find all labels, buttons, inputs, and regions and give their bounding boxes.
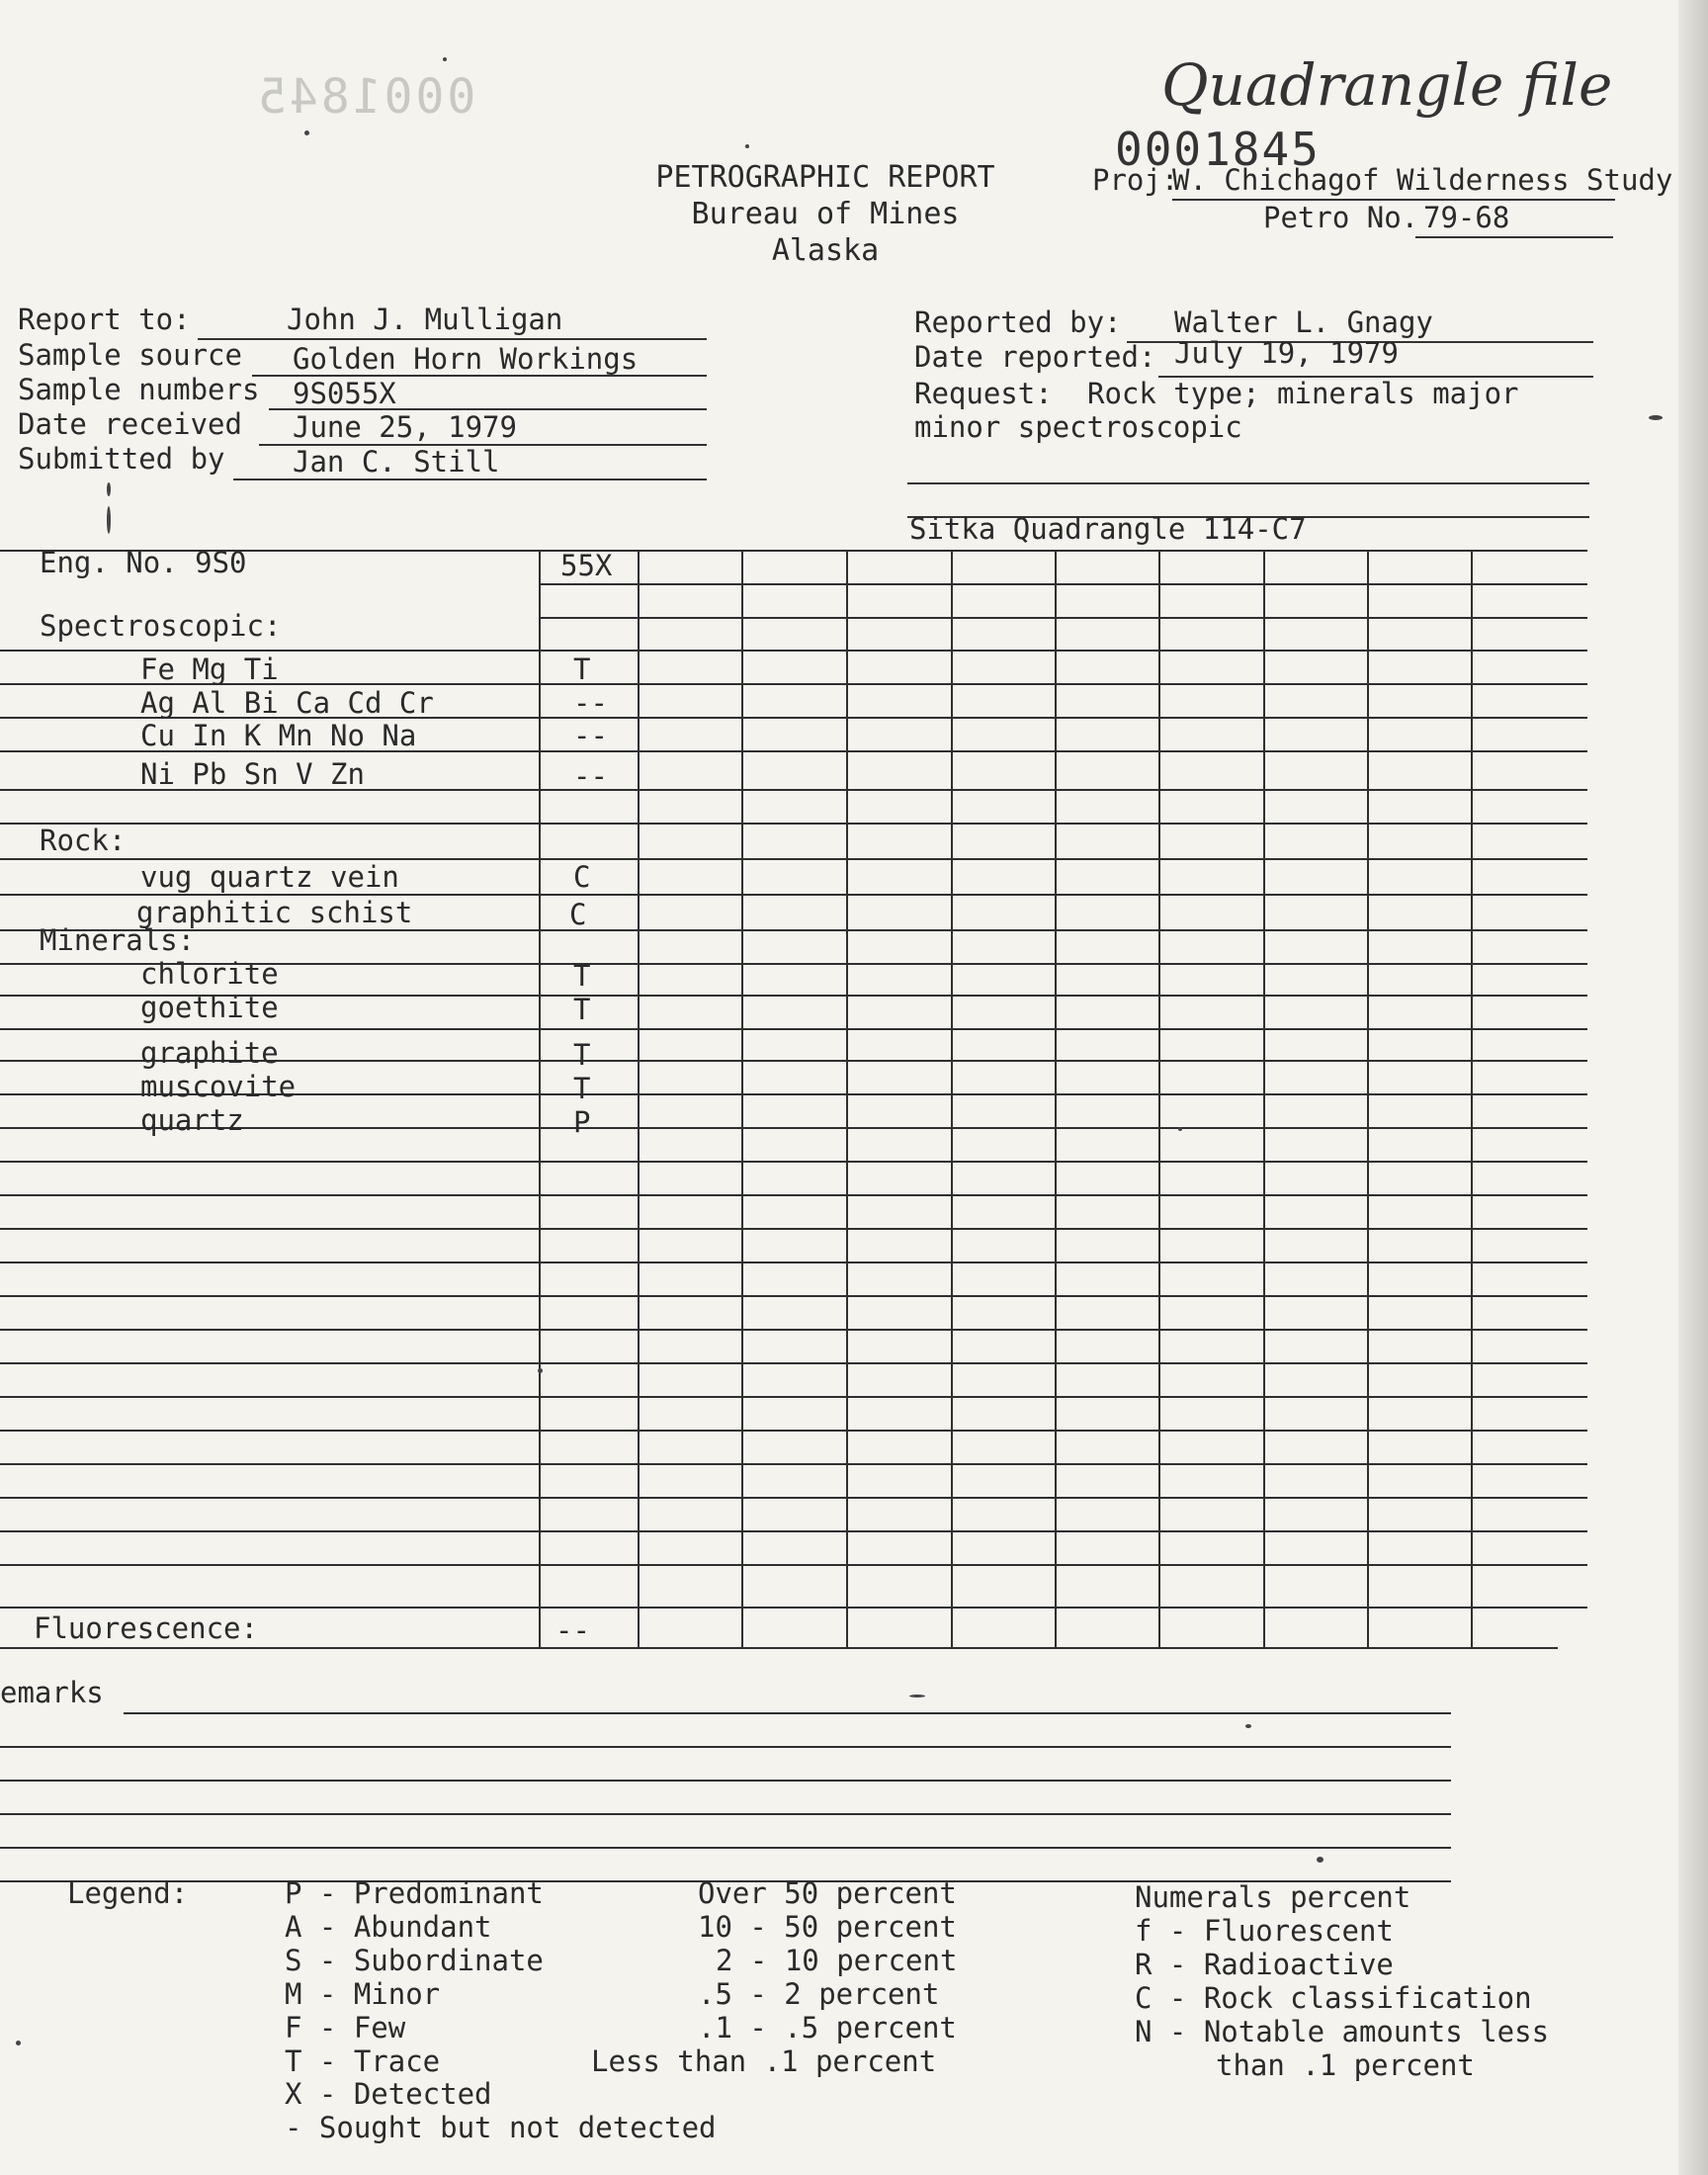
table-line xyxy=(0,1564,1587,1566)
legend-note: Numerals percent xyxy=(1135,1880,1411,1914)
proj-label: Proj: xyxy=(1092,163,1179,197)
scan-speck xyxy=(1245,1724,1251,1728)
spectro-row-value: -- xyxy=(573,686,608,720)
scan-speck xyxy=(745,144,749,148)
table-line xyxy=(0,1262,1587,1263)
mineral-row-label: quartz xyxy=(140,1103,244,1137)
mineral-row-label: chlorite xyxy=(140,957,279,991)
request-blank-line-1 xyxy=(907,482,1589,484)
table-line xyxy=(0,1228,1587,1230)
legend-code: F - Few xyxy=(285,2011,406,2044)
table-line xyxy=(0,823,1587,825)
legend-note: f - Fluorescent xyxy=(1135,1914,1394,1948)
spectro-row-value: -- xyxy=(573,719,608,752)
table-column-divider xyxy=(1367,550,1369,1647)
legend-range: .1 - .5 percent xyxy=(698,2011,957,2044)
table-line xyxy=(0,1194,1587,1196)
table-line xyxy=(0,1430,1587,1432)
scan-speck xyxy=(107,506,111,534)
sample-source-label: Sample source xyxy=(18,338,242,372)
mineral-row-value: P xyxy=(573,1105,591,1139)
petro-label: Petro No. xyxy=(1263,201,1419,234)
scan-speck xyxy=(1317,1857,1324,1863)
eng-no-label: Eng. No. 9S0 xyxy=(40,546,247,579)
petro-value: 79-68 xyxy=(1423,201,1510,234)
date-reported-label: Date reported: xyxy=(914,340,1156,374)
remarks-line xyxy=(0,1780,1451,1782)
legend-code: - Sought but not detected xyxy=(285,2111,717,2144)
remarks-line xyxy=(0,1847,1451,1849)
spectro-row-label: Ag Al Bi Ca Cd Cr xyxy=(140,686,434,720)
eng-no-value: 55X xyxy=(560,549,613,582)
minerals-heading: Minerals: xyxy=(40,923,196,957)
table-line xyxy=(0,650,1587,652)
mineral-row-value: T xyxy=(573,1072,591,1105)
legend-range: 2 - 10 percent xyxy=(716,1944,958,1977)
table-column-divider xyxy=(539,550,541,1647)
mineral-row-value: T xyxy=(573,1038,591,1072)
legend-range: 10 - 50 percent xyxy=(698,1910,957,1944)
mineral-row-value: T xyxy=(573,959,591,993)
date-reported-value: July 19, 1979 xyxy=(1174,336,1399,370)
scan-speck xyxy=(107,482,111,496)
rock-heading: Rock: xyxy=(40,824,127,857)
mineral-row-label: goethite xyxy=(140,991,279,1024)
mineral-row-label: graphite xyxy=(140,1036,279,1070)
legend-code: T - Trace xyxy=(285,2044,441,2078)
table-column-divider xyxy=(951,550,953,1647)
spectroscopic-heading: Spectroscopic: xyxy=(40,609,282,643)
date-received-value: June 25, 1979 xyxy=(293,410,517,444)
remarks-line xyxy=(0,1813,1451,1815)
rock-row-value: C xyxy=(573,860,591,894)
table-line xyxy=(0,1028,1587,1030)
mineral-row-value: T xyxy=(573,993,591,1026)
fluorescence-value: -- xyxy=(555,1613,590,1647)
remarks-label: emarks xyxy=(0,1676,104,1709)
remarks-line xyxy=(0,1746,1451,1748)
table-column-divider xyxy=(741,550,743,1647)
remarks-line xyxy=(124,1712,1451,1714)
sample-numbers-label: Sample numbers xyxy=(18,373,260,406)
report-title: PETROGRAPHIC REPORT xyxy=(655,160,995,195)
legend-note: C - Rock classification xyxy=(1135,1981,1532,2015)
spectro-row-value: -- xyxy=(573,759,608,793)
mineral-row-label: muscovite xyxy=(140,1070,297,1103)
document-number-stamp: 0001845 xyxy=(1115,123,1321,176)
date-received-label: Date received xyxy=(18,407,242,441)
scan-speck xyxy=(443,57,447,61)
petro-underline xyxy=(1415,236,1613,238)
table-line xyxy=(539,583,1587,585)
legend-range: Over 50 percent xyxy=(698,1876,957,1910)
table-column-divider xyxy=(638,550,640,1647)
table-line xyxy=(0,1463,1587,1465)
table-line xyxy=(0,1362,1587,1364)
table-line xyxy=(0,1161,1587,1163)
scan-speck xyxy=(1649,415,1663,420)
submitted-by-value: Jan C. Still xyxy=(293,445,500,478)
legend-code: P - Predominant xyxy=(285,1876,544,1910)
report-to-underline xyxy=(198,338,707,340)
reported-by-value: Walter L. Gnagy xyxy=(1174,305,1433,339)
spectro-row-label: Fe Mg Ti xyxy=(140,652,279,686)
handwritten-annotation: Quadrangle file xyxy=(1161,51,1613,119)
table-line xyxy=(0,1396,1587,1398)
spectro-row-label: Ni Pb Sn V Zn xyxy=(140,757,365,791)
page-edge-shadow xyxy=(1678,0,1708,2175)
table-line xyxy=(0,1530,1587,1532)
fluorescence-label: Fluorescence: xyxy=(34,1611,258,1645)
sample-numbers-value: 9S055X xyxy=(293,377,396,410)
spectro-row-value: T xyxy=(573,652,591,686)
sample-source-value: Golden Horn Workings xyxy=(293,342,639,376)
legend-code: S - Subordinate xyxy=(285,1944,544,1977)
submitted-by-label: Submitted by xyxy=(18,442,225,476)
scan-speck xyxy=(909,1695,925,1697)
report-region: Alaska xyxy=(771,233,880,268)
table-line xyxy=(0,929,1587,931)
scan-speck xyxy=(16,2041,21,2045)
proj-value: W. Chichagof Wilderness Study xyxy=(1172,163,1673,197)
legend-range: .5 - 2 percent xyxy=(698,1977,940,2011)
submitted-by-underline xyxy=(233,478,707,480)
report-to-value: John J. Mulligan xyxy=(287,303,563,336)
legend-range: Less than .1 percent xyxy=(591,2044,937,2078)
table-column-divider xyxy=(1158,550,1160,1647)
legend-code: A - Abundant xyxy=(285,1910,492,1944)
table-column-divider xyxy=(1471,550,1473,1647)
rock-row-label: vug quartz vein xyxy=(140,860,399,894)
table-line xyxy=(0,1329,1587,1331)
legend-code: M - Minor xyxy=(285,1977,441,2011)
table-line xyxy=(0,1497,1587,1499)
bleed-through-number: 0001845 xyxy=(255,69,476,125)
report-to-label: Report to: xyxy=(18,303,191,336)
table-line xyxy=(539,617,1587,619)
legend-title: Legend: xyxy=(67,1876,189,1910)
report-agency: Bureau of Mines xyxy=(691,197,960,231)
legend-note: R - Radioactive xyxy=(1135,1948,1394,1981)
scan-speck xyxy=(1178,1127,1182,1131)
table-line xyxy=(0,1295,1587,1297)
request-label: Request: xyxy=(914,377,1053,410)
table-line xyxy=(0,1607,1587,1609)
table-column-divider xyxy=(1055,550,1057,1647)
spectro-row-label: Cu In K Mn No Na xyxy=(140,719,417,752)
rock-row-label: graphitic schist xyxy=(136,896,413,929)
scan-speck xyxy=(304,130,309,135)
legend-note: than .1 percent xyxy=(1216,2048,1475,2082)
request-value-line2: minor spectroscopic xyxy=(914,410,1242,444)
quadrangle-label: Sitka Quadrangle 114-C7 xyxy=(909,512,1307,546)
legend-note: N - Notable amounts less xyxy=(1135,2015,1550,2048)
reported-by-label: Reported by: xyxy=(914,305,1122,339)
request-value-line1: Rock type; minerals major xyxy=(1087,377,1519,410)
table-bottom-line xyxy=(0,1647,1558,1649)
scan-speck xyxy=(538,1368,543,1373)
table-column-divider xyxy=(1263,550,1265,1647)
legend-code: X - Detected xyxy=(285,2077,492,2111)
rock-row-value: C xyxy=(569,898,587,931)
table-column-divider xyxy=(846,550,848,1647)
